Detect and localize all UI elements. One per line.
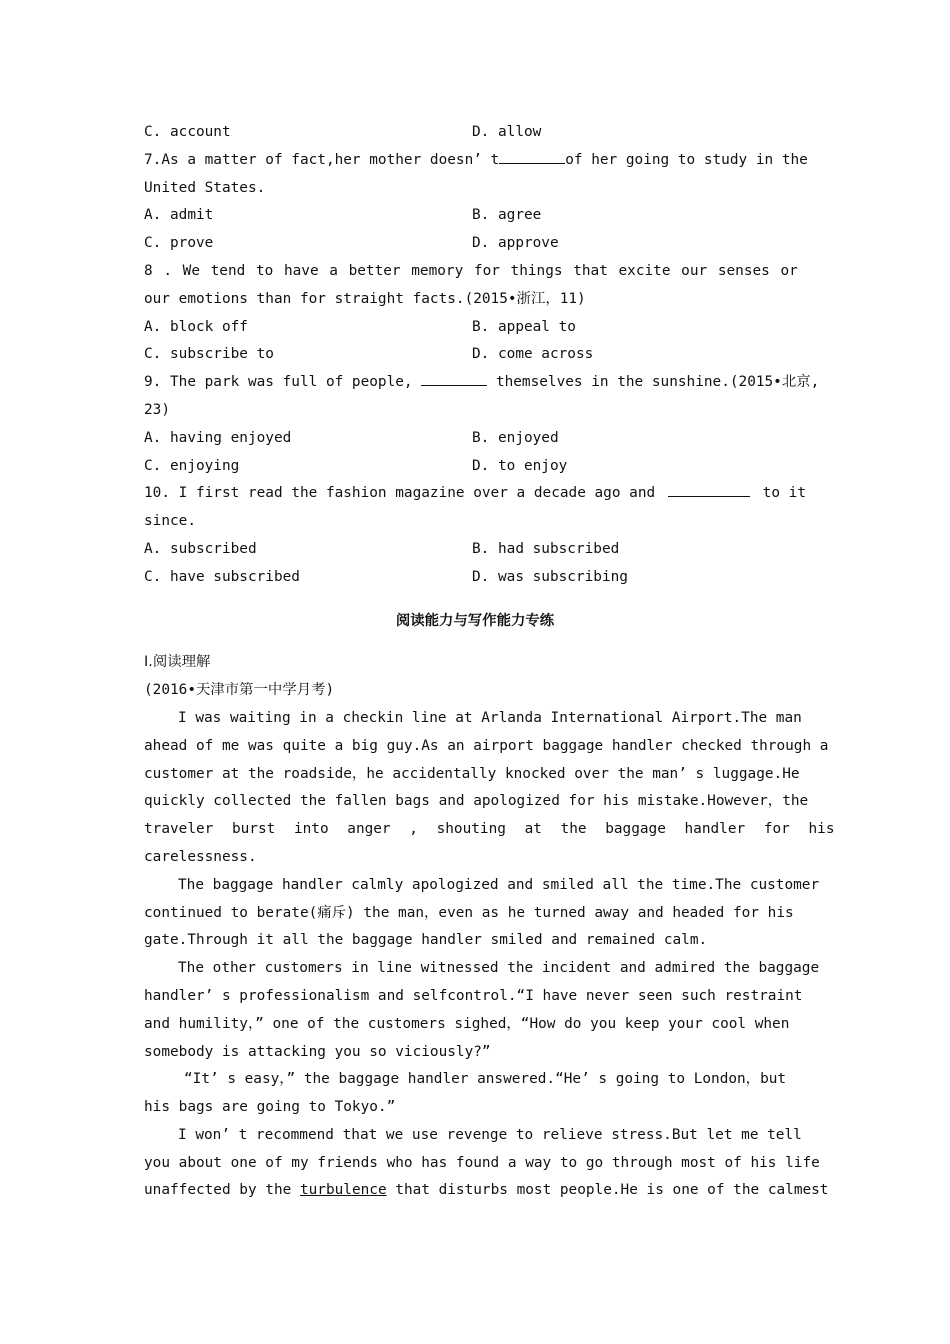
- passage-line: you about one of my friends who has found a way to go through most of his life: [144, 1154, 820, 1171]
- q7-option-d[interactable]: D. approve: [472, 235, 559, 252]
- passage-line: continued to berate(痛斥) the man，even as he turned away and headed for his: [144, 904, 794, 921]
- passage-line: traveler burst into anger , shouting at the baggage handler for his: [144, 821, 835, 838]
- q10-options-ab: [144, 536, 806, 564]
- q9-option-b[interactable]: B. enjoyed: [472, 429, 559, 446]
- q10-option-b[interactable]: B. had subscribed: [472, 540, 620, 557]
- q7-stem-line2: United States.: [144, 179, 266, 196]
- passage-paragraph-5: [144, 1122, 829, 1205]
- passage-line: and humility，” one of the customers sighed，“How do you keep your cool when: [144, 1015, 790, 1032]
- section-title: 阅读能力与写作能力专练: [395, 612, 555, 629]
- q8-option-a[interactable]: A. block off: [144, 318, 248, 335]
- passage-text: that disturbs most people.He is one of the calmest: [395, 1182, 829, 1199]
- q9-stem-text-end: themselves in the sunshine.(2015•北京,: [495, 374, 820, 391]
- q8-stem-line1: 8 . We tend to have a better memory for things that excite our senses or: [144, 262, 798, 279]
- q9-answer-blank[interactable]: [421, 369, 487, 386]
- q7-number: 7.: [144, 151, 162, 168]
- q9-options-cd: [144, 453, 806, 481]
- q8-options-cd: [144, 341, 806, 369]
- q7-stem-text: As a matter of fact,her mother doesn’ t: [161, 151, 500, 168]
- passage-line: gate.Through it all the baggage handler smiled and remained calm.: [144, 932, 708, 949]
- passage-line: customer at the roadside，he accidentally knocked over the man’ s luggage.He: [144, 765, 800, 782]
- part-label: Ⅰ.阅读理解: [144, 654, 211, 671]
- q8-option-d[interactable]: D. come across: [472, 346, 594, 363]
- q8-options-ab: [144, 314, 806, 342]
- passage-line: I won’ t recommend that we use revenge to relieve stress.But let me tell: [178, 1126, 802, 1143]
- passage-paragraph-2: [144, 872, 820, 955]
- q7-option-a[interactable]: A. admit: [144, 207, 214, 224]
- passage-paragraph-3: [144, 955, 820, 1066]
- passage-line: his bags are going to Tokyo.”: [144, 1099, 396, 1116]
- q10-stem-line1: [144, 480, 806, 508]
- passage-source: (2016•天津市第一中学月考): [144, 682, 335, 699]
- passage-line: The other customers in line witnessed the incident and admired the baggage: [178, 960, 820, 977]
- q6-option-c[interactable]: C. account: [144, 124, 231, 140]
- q9-option-a[interactable]: A. having enjoyed: [144, 429, 292, 446]
- passage-paragraph-4: [144, 1066, 806, 1122]
- q9-stem-text: 9. The park was full of people,: [144, 374, 413, 391]
- q9-option-d[interactable]: D. to enjoy: [472, 457, 568, 474]
- q7-option-b[interactable]: B. agree: [472, 207, 542, 224]
- passage-line: handler’ s professionalism and selfcontrol.“I have never seen such restraint: [144, 987, 803, 1004]
- q10-stem-text-end: to it: [762, 485, 806, 502]
- q10-options-cd: [144, 564, 806, 592]
- q7-stem-text-end: of her going to study in the: [565, 151, 808, 168]
- q10-answer-blank[interactable]: [668, 480, 750, 497]
- q7-option-c[interactable]: C. prove: [144, 235, 214, 252]
- passage-line: I was waiting in a checkin line at Arlanda International Airport.The man: [178, 709, 802, 726]
- passage-line: The baggage handler calmly apologized and smiled all the time.The customer: [178, 876, 820, 893]
- q9-option-c[interactable]: C. enjoying: [144, 457, 240, 474]
- q6-options-cd: [144, 119, 806, 147]
- q10-option-c[interactable]: C. have subscribed: [144, 568, 300, 585]
- q7-answer-blank[interactable]: [499, 147, 565, 164]
- q10-stem-text: 10. I first read the fashion magazine over a decade ago and: [144, 485, 656, 502]
- q9-stem-line2: 23): [144, 401, 170, 418]
- passage-line: somebody is attacking you so viciously?”: [144, 1043, 491, 1060]
- passage-text: unaffected by the: [144, 1182, 292, 1199]
- document-page: [144, 119, 835, 1205]
- passage-line: carelessness.: [144, 848, 257, 865]
- q6-option-d[interactable]: D. allow: [472, 124, 542, 140]
- passage-line: “It’ s easy，” the baggage handler answered.“He’ s going to London，but: [184, 1071, 787, 1088]
- underlined-word-turbulence: turbulence: [299, 1182, 387, 1199]
- passage-line: ahead of me was quite a big guy.As an airport baggage handler checked through a: [144, 737, 829, 754]
- q7-options-ab: [144, 202, 806, 230]
- q8-option-b[interactable]: B. appeal to: [472, 318, 576, 335]
- q10-option-d[interactable]: D. was subscribing: [472, 568, 628, 585]
- q10-option-a[interactable]: A. subscribed: [144, 540, 257, 557]
- passage-line-last: [144, 1177, 829, 1205]
- q7-stem-line1: [144, 147, 806, 175]
- q9-stem-line1: [144, 369, 820, 397]
- passage-paragraph-1: [144, 705, 835, 872]
- q10-stem-line2: since.: [144, 513, 196, 530]
- q9-options-ab: [144, 425, 806, 453]
- q7-options-cd: [144, 230, 806, 258]
- passage-line: quickly collected the fallen bags and apologized for his mistake.However，the: [144, 793, 809, 810]
- q8-option-c[interactable]: C. subscribe to: [144, 346, 274, 363]
- q8-stem-line2: our emotions than for straight facts.(2015•浙江，11): [144, 290, 586, 307]
